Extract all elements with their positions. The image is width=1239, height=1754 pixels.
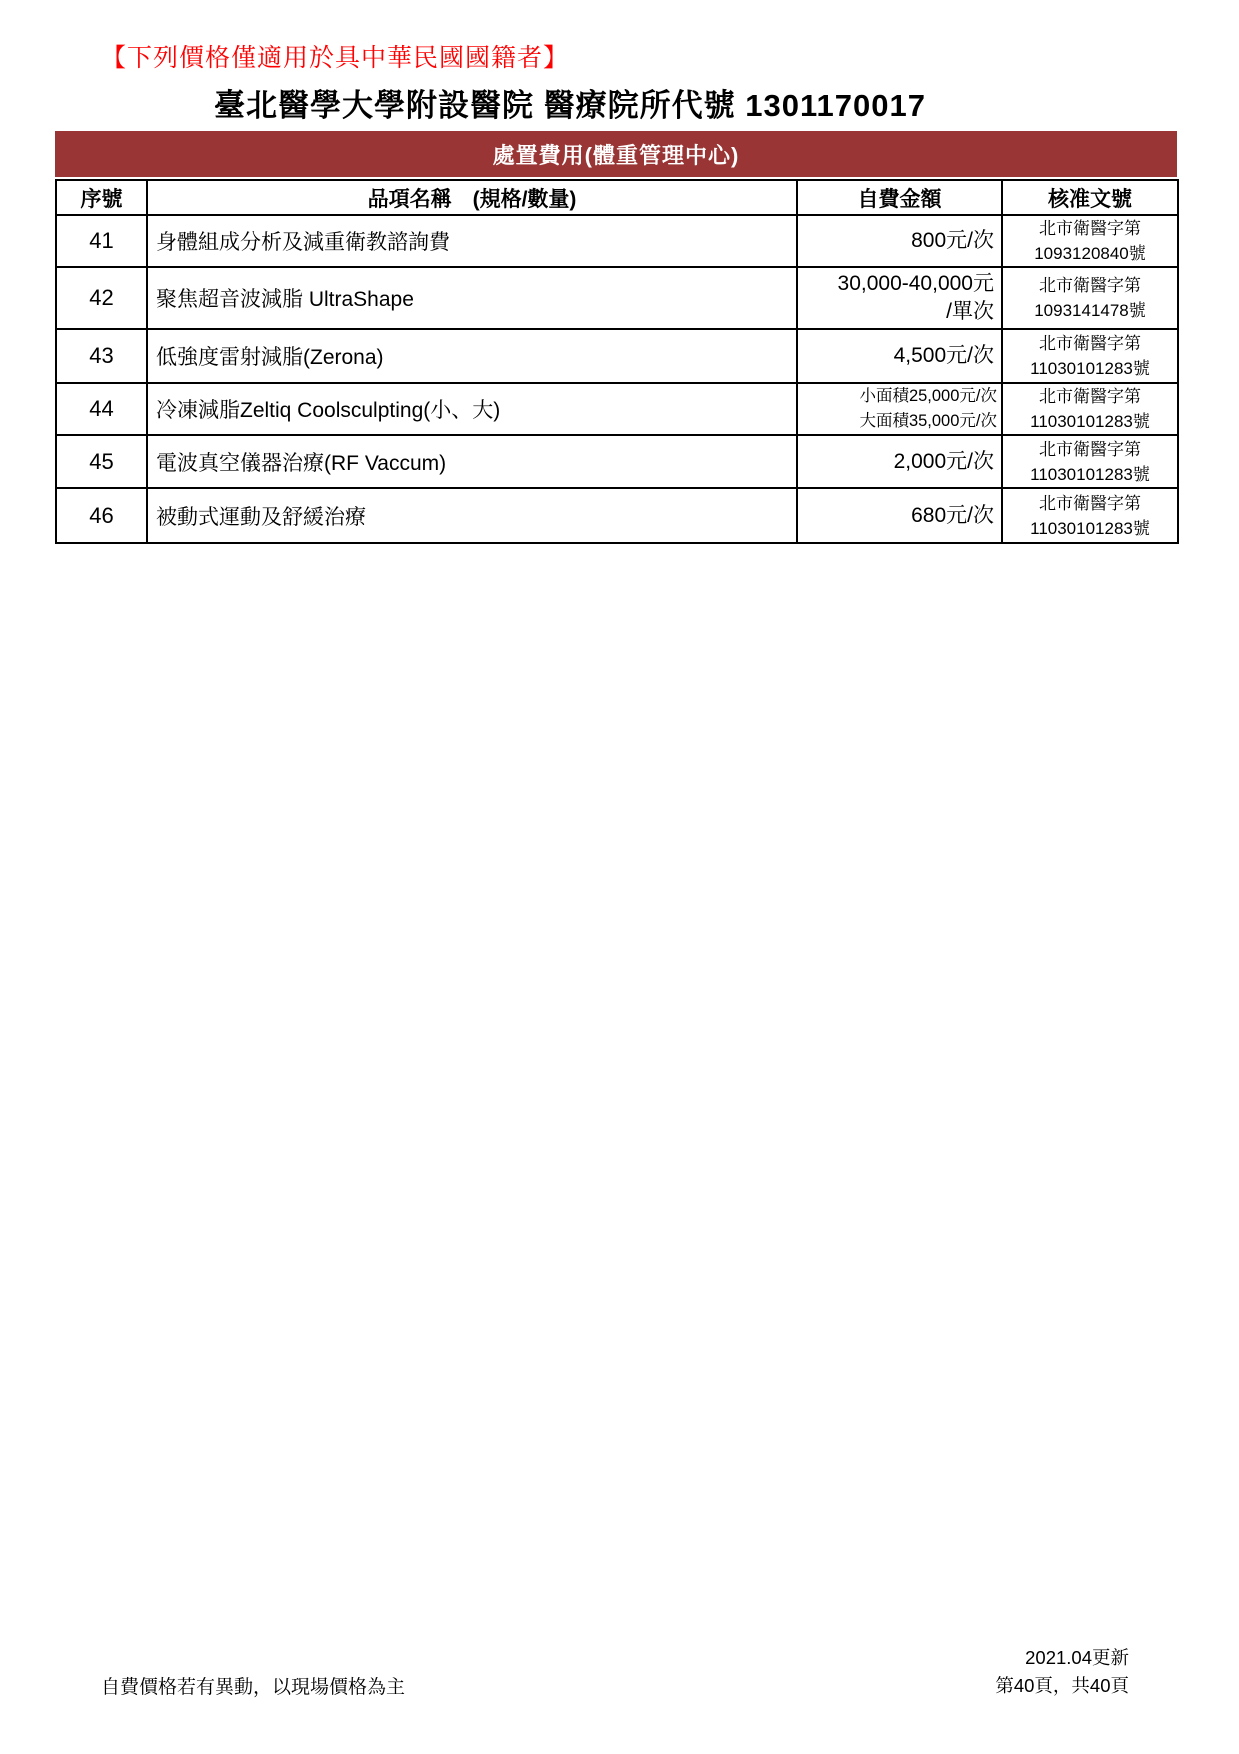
approval-number [1002, 267, 1178, 329]
page-title: 臺北醫學大學附設醫院 醫療院所代號 1301170017 [214, 88, 926, 123]
approval-line-2: 1093141478號 [1034, 301, 1146, 320]
row-number: 43 [56, 329, 147, 383]
price-line-1: 30,000-40,000元 [837, 272, 994, 295]
approval-line-1: 北市衛醫字第 [1039, 276, 1141, 295]
price-line-2: /單次 [946, 300, 994, 323]
footer-page-info: 第40頁，共40頁 [995, 1675, 1129, 1696]
table-row [56, 267, 1178, 329]
footer-meta [995, 1644, 1129, 1700]
price-line-1: 小面積25,000元/次 [859, 387, 997, 405]
approval-line-2: 11030101283號 [1030, 464, 1150, 484]
approval-line-2: 11030101283號 [1030, 412, 1150, 431]
item-name: 電波真空儀器治療(RF Vaccum) [147, 435, 797, 488]
table-row [56, 488, 1178, 543]
row-number: 42 [56, 267, 147, 329]
nationality-note: 【下列價格僅適用於具中華民國國籍者】 [101, 44, 570, 72]
item-name: 冷凍減脂Zeltiq Coolsculpting(小、大) [147, 383, 797, 435]
price-line-1: 680元/次 [911, 503, 994, 527]
column-header-item: 品項名稱 (規格/數量) [147, 180, 797, 215]
approval-line-2: 11030101283號 [1030, 359, 1150, 378]
price [797, 329, 1002, 383]
table-row [56, 383, 1178, 435]
approval-line-1: 北市衛醫字第 [1039, 493, 1141, 513]
table-header-row [56, 180, 1178, 215]
price [797, 488, 1002, 543]
price-line-1: 4,500元/次 [893, 344, 994, 367]
price [797, 267, 1002, 329]
price-line-1: 800元/次 [911, 229, 994, 252]
approval-line-1: 北市衛醫字第 [1039, 334, 1141, 353]
footer-updated: 2021.04更新 [1025, 1647, 1129, 1668]
approval-line-1: 北市衛醫字第 [1039, 439, 1141, 459]
row-number: 46 [56, 488, 147, 543]
item-name: 被動式運動及舒緩治療 [147, 488, 797, 543]
approval-number [1002, 215, 1178, 267]
row-number: 44 [56, 383, 147, 435]
column-header-price: 自費金額 [797, 180, 1002, 215]
price-table [55, 179, 1179, 544]
column-header-approval: 核准文號 [1002, 180, 1178, 215]
footer-disclaimer: 自費價格若有異動，以現場價格為主 [101, 1677, 406, 1698]
approval-number [1002, 383, 1178, 435]
approval-number [1002, 329, 1178, 383]
column-header-no: 序號 [56, 180, 147, 215]
table-row [56, 329, 1178, 383]
approval-line-1: 北市衛醫字第 [1039, 387, 1141, 406]
row-number: 45 [56, 435, 147, 488]
approval-line-2: 11030101283號 [1030, 518, 1150, 538]
section-title: 處置費用(體重管理中心) [492, 142, 740, 168]
table-row [56, 435, 1178, 488]
price [797, 435, 1002, 488]
item-name: 低強度雷射減脂(Zerona) [147, 329, 797, 383]
approval-number [1002, 435, 1178, 488]
approval-number [1002, 488, 1178, 543]
price-line-1: 2,000元/次 [893, 449, 994, 473]
item-name: 身體組成分析及減重衛教諮詢費 [147, 215, 797, 267]
price [797, 383, 1002, 435]
approval-line-2: 1093120840號 [1034, 244, 1146, 263]
price [797, 215, 1002, 267]
section-title-bar [55, 131, 1177, 177]
item-name: 聚焦超音波減脂 UltraShape [147, 267, 797, 329]
table-row [56, 215, 1178, 267]
price-line-2: 大面積35,000元/次 [859, 412, 997, 430]
row-number: 41 [56, 215, 147, 267]
approval-line-1: 北市衛醫字第 [1039, 219, 1141, 238]
